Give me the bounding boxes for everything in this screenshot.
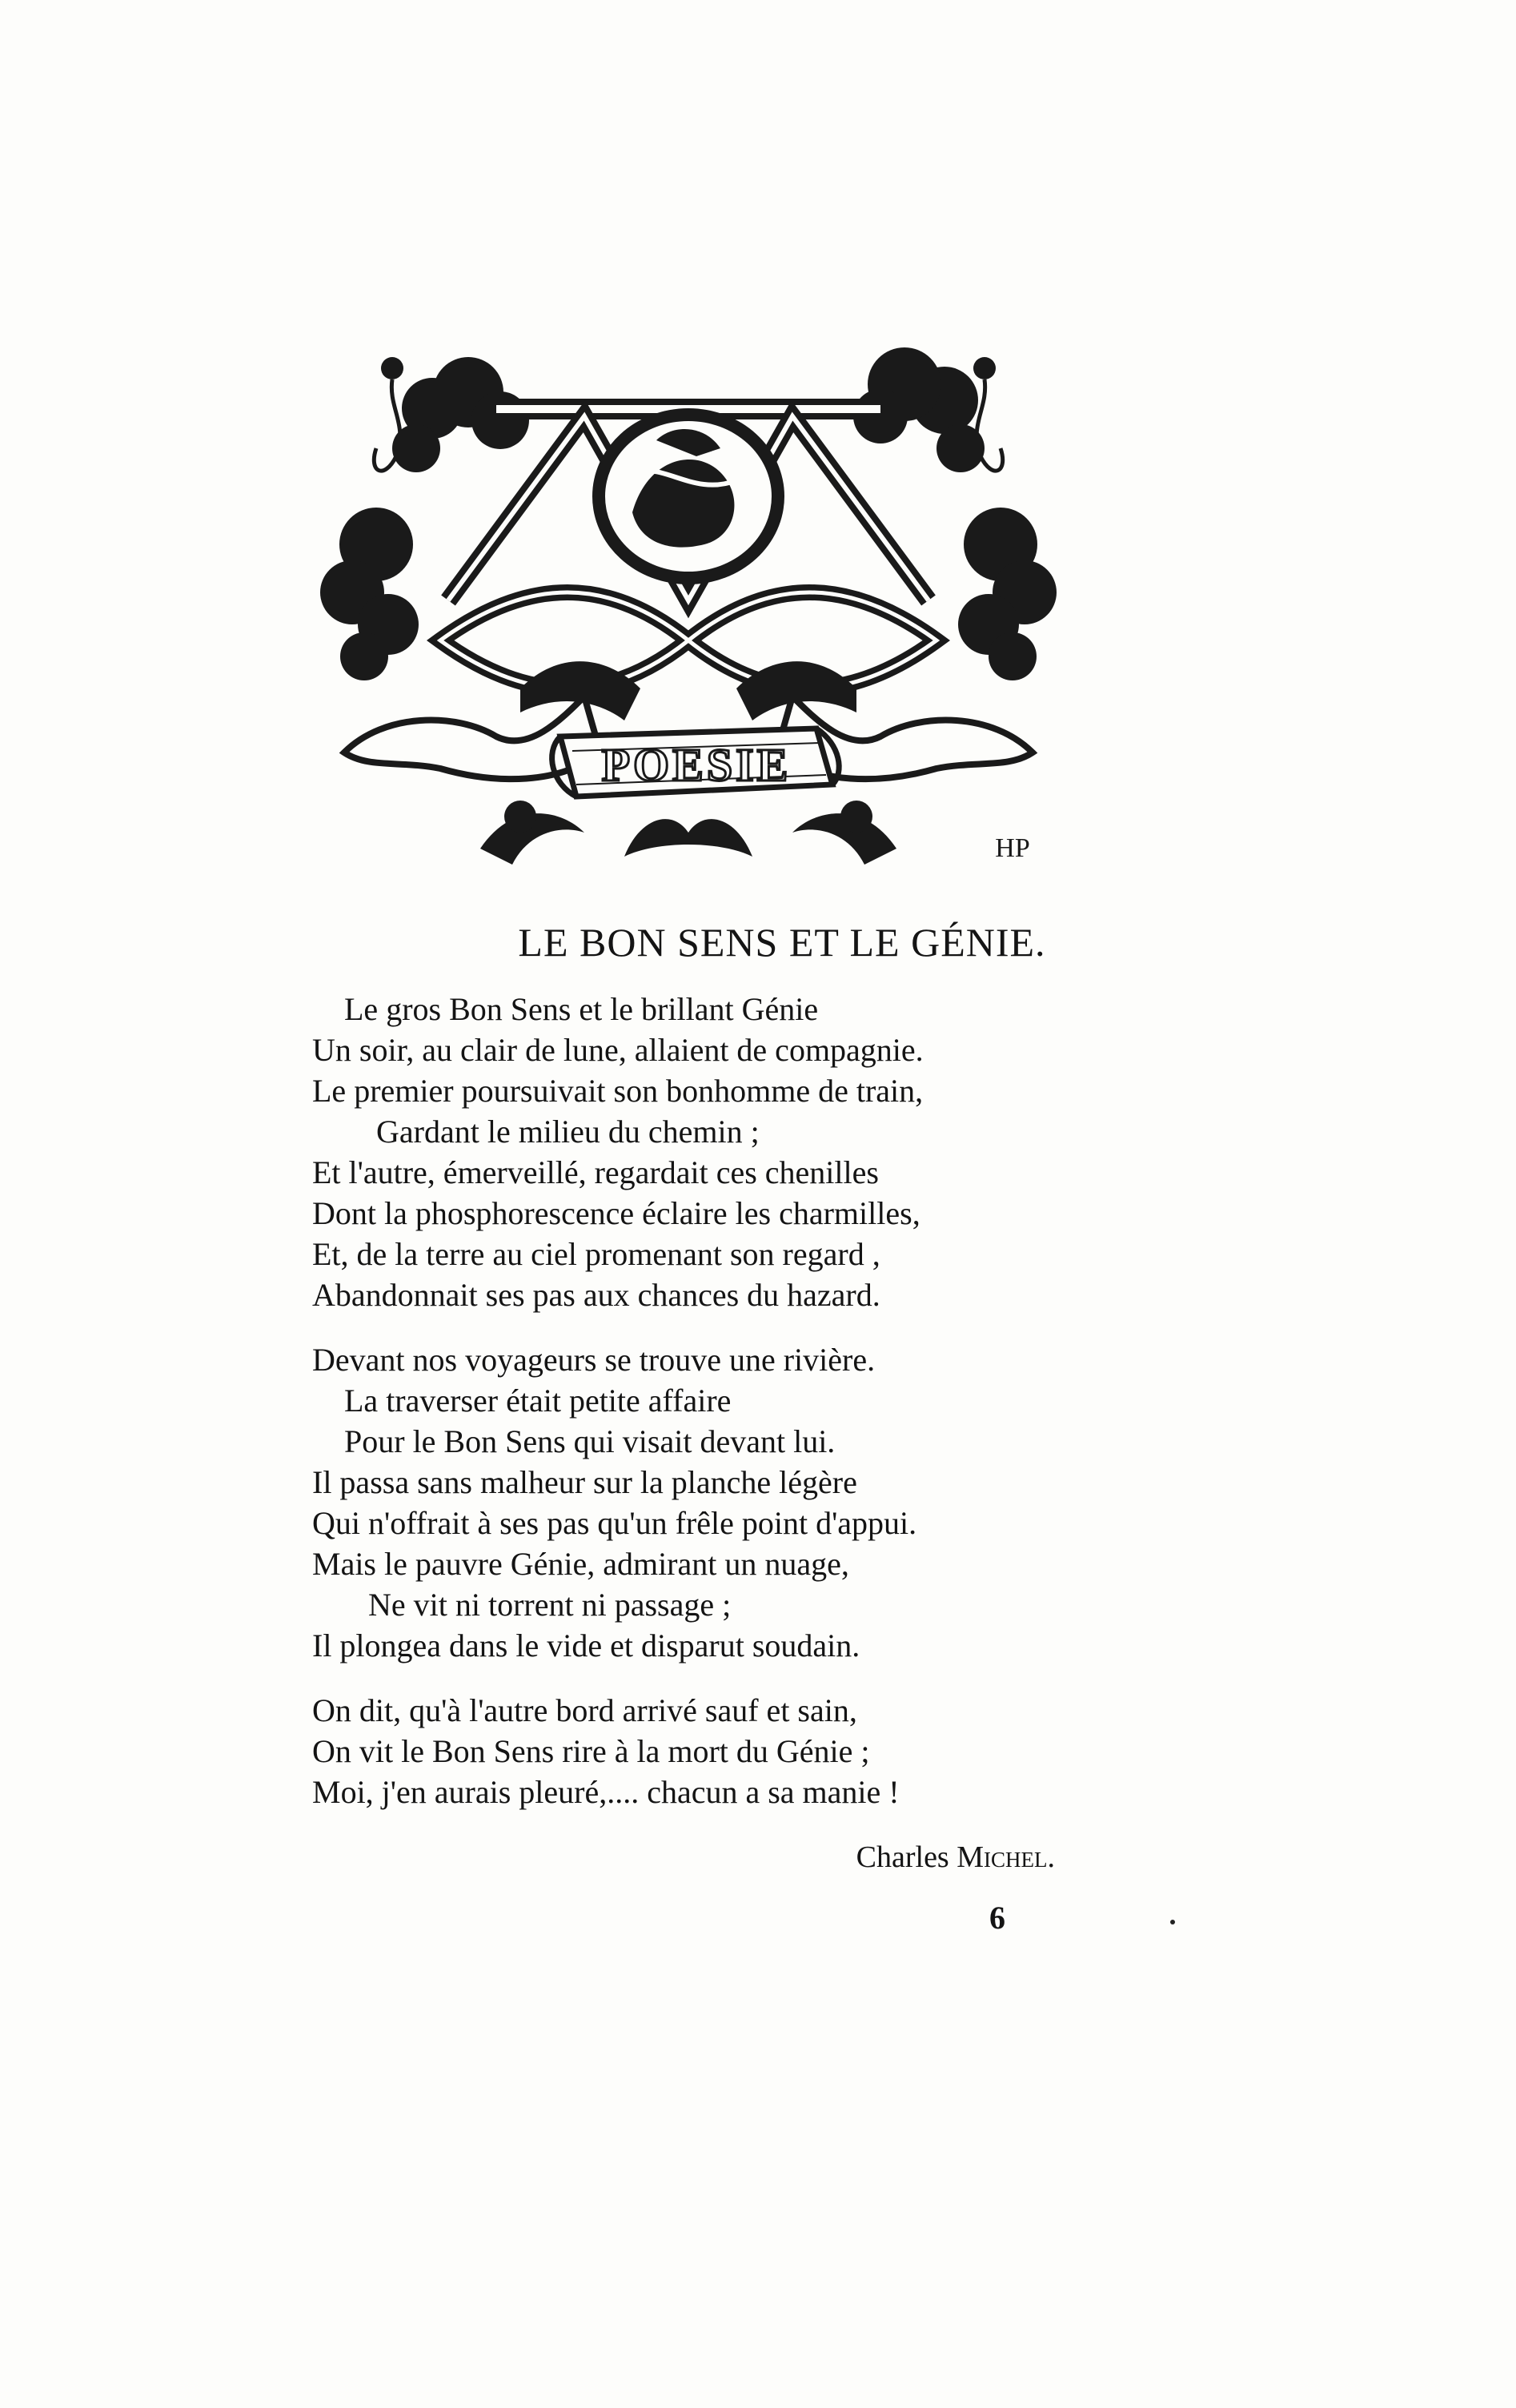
poem-line: Et l'autre, émerveillé, regardait ces chenilles xyxy=(312,1154,879,1190)
poem-line: Mais le pauvre Génie, admirant un nuage, xyxy=(312,1546,849,1582)
poem-line: On dit, qu'à l'autre bord arrivé sauf et sain, xyxy=(312,1692,857,1728)
poem-line: Ne vit ni torrent ni passage ; xyxy=(368,1587,732,1623)
poem-line: Il passa sans malheur sur la planche légère xyxy=(312,1464,857,1500)
poem-line: Le gros Bon Sens et le brillant Génie xyxy=(344,991,819,1027)
poem-line: Il plongea dans le vide et disparut soudain. xyxy=(312,1627,860,1664)
poem-line: Devant nos voyageurs se trouve une rivière. xyxy=(312,1342,876,1378)
poem-line: Un soir, au clair de lune, allaient de compagnie. xyxy=(312,1032,924,1068)
author-first-name: Charles xyxy=(856,1840,949,1874)
engraver-monogram: HP xyxy=(995,833,1030,863)
stanza-2 xyxy=(312,1339,1113,1666)
ink-speck xyxy=(1170,1920,1175,1924)
stanza-1 xyxy=(312,989,1113,1315)
stanza-3 xyxy=(312,1690,1113,1812)
poem-body xyxy=(312,989,1113,1836)
poem-line: Gardant le milieu du chemin ; xyxy=(376,1114,760,1150)
poem-line: Et, de la terre au ciel promenant son regard , xyxy=(312,1236,880,1272)
poem-title: LE BON SENS ET LE GÉNIE. xyxy=(518,920,1046,965)
poem-line: On vit le Bon Sens rire à la mort du Génie ; xyxy=(312,1733,870,1769)
poem-line: Qui n'offrait à ses pas qu'un frêle point d'appui. xyxy=(312,1505,917,1541)
poem-line: Abandonnait ses pas aux chances du hazard. xyxy=(312,1277,880,1313)
poem-line: Pour le Bon Sens qui visait devant lui. xyxy=(344,1423,836,1459)
poesie-ornament-engraving xyxy=(320,336,1057,897)
author-signature xyxy=(0,1840,1055,1875)
poem-line: Moi, j'en aurais pleuré,.... chacun a sa manie ! xyxy=(312,1774,900,1810)
poem-line: La traverser était petite affaire xyxy=(344,1383,732,1419)
page-number: 6 xyxy=(989,1900,1005,1936)
author-last-name: Michel. xyxy=(957,1840,1055,1874)
poesie-banner-text: POESIE xyxy=(601,739,792,791)
poem-line: Dont la phosphorescence éclaire les charmilles, xyxy=(312,1195,920,1231)
poem-line: Le premier poursuivait son bonhomme de train, xyxy=(312,1073,924,1109)
